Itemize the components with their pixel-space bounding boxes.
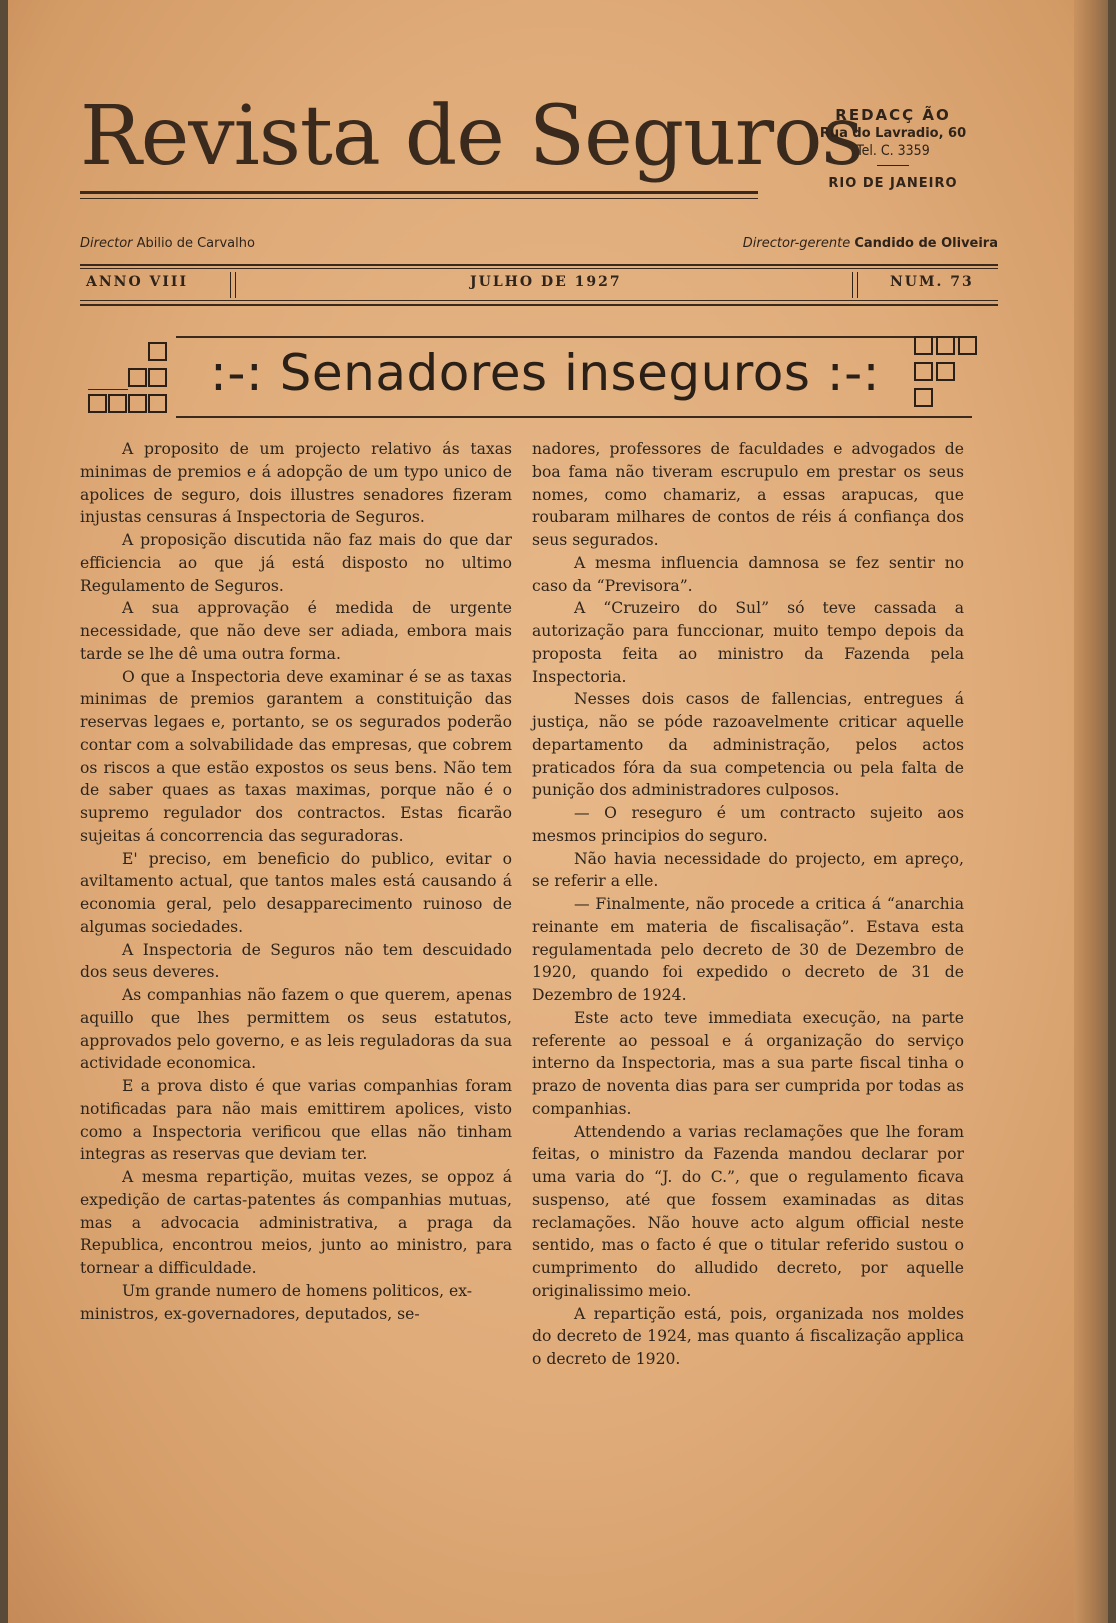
magazine-page	[8, 0, 1108, 1623]
editorial-office-city: RIO DE JANEIRO	[828, 176, 958, 191]
ornament-square	[958, 336, 977, 355]
article-paragraph: A proposição discutida não faz mais do que dar efficiencia ao que já está disposto no ultimo Regulamento de Seguros.	[80, 531, 512, 595]
editorial-office-divider	[877, 165, 909, 166]
issue-bar-top-rule-2	[80, 268, 998, 269]
issue-separator-right	[852, 272, 858, 298]
headline-rule-bottom	[176, 416, 972, 418]
article-paragraph: O que a Inspectoria deve examinar é se as taxas minimas de premios garantem a constituição das reservas legaes e, portanto, se os segurados poderão contar com a solvabilidade das empresas, que cobrem os riscos a que estão expostos os seus bens. Não tem de saber quaes as taxas maximas, porque não é o supremo regulador dos contractos. Estas ficarão sujeitas á concorrencia das seguradoras.	[80, 667, 512, 845]
article-column-right	[532, 438, 964, 1371]
article-paragraph: — Finalmente, não procede a critica á “anarchia reinante em materia de fiscalisação”. Estava esta regulamentada pelo decreto de 30 de Dezembro de 1920, quando foi expedido o decreto de 31 de Dezembro de 1924.	[532, 895, 964, 1004]
article-paragraph: Attendendo a varias reclamações que lhe foram feitas, o ministro da Fazenda mandou declarar por uma varia do “J. do C.”, que o regulamento ficava suspenso, até que fossem examinadas as ditas reclamações. Não houve acto algum official neste sentido, mas o facto é que o titular referido sustou o cumprimento do alludido decreto, por aquelle originalissimo meio.	[532, 1122, 964, 1300]
article-paragraph: E' preciso, em beneficio do publico, evitar o aviltamento actual, que tantos males está causando á economia geral, pelo desapparecimento ruinoso de algumas sociedades.	[80, 849, 512, 936]
article-paragraph: E a prova disto é que varias companhias foram notificadas para não mais emittirem apolices, visto como a Inspectoria verificou que ellas não tinham integras as reservas que deviam ter.	[80, 1077, 512, 1164]
issue-bar-bottom-rule-1	[80, 300, 998, 301]
ornament-square	[128, 368, 147, 387]
editorial-office-phone: Tel. C. 3359	[856, 143, 930, 159]
issue-bar-top-rule-1	[80, 264, 998, 266]
article-paragraph: A “Cruzeiro do Sul” só teve cassada a autorização para funccionar, muito tempo depois da proposta feita ao ministro da Fazenda pela Inspectoria.	[532, 599, 964, 686]
article-paragraph: Não havia necessidade do projecto, em apreço, se referir a elle.	[532, 849, 964, 891]
ornament-rule	[88, 389, 128, 390]
masthead-rule-thick	[80, 191, 758, 194]
article-paragraph: A proposito de um projecto relativo ás taxas minimas de premios e á adopção de um typo unico de apolices de seguro, dois illustres senadores fizeram injustas censuras á Inspectoria de Seguros.	[80, 440, 512, 527]
ornament-square	[148, 368, 167, 387]
article-paragraph: A mesma influencia damnosa se fez sentir no caso da “Previsora”.	[532, 553, 964, 595]
issue-separator-left	[230, 272, 236, 298]
editorial-office-address: Rua do Lavradio, 60	[819, 126, 967, 141]
article-paragraph: A Inspectoria de Seguros não tem descuidado dos seus deveres.	[80, 940, 512, 982]
issue-number: NUM. 73	[890, 274, 974, 290]
ornament-square	[88, 394, 107, 413]
editorial-office-block	[788, 106, 998, 191]
masthead-rule-thin	[80, 198, 758, 199]
directors-line	[80, 236, 998, 256]
article-headline: :-: Senadores inseguros :-:	[210, 344, 880, 402]
director-name: Abilio de Carvalho	[136, 236, 255, 251]
masthead-title: Revista de Seguros	[80, 89, 863, 184]
article-paragraph: Nesses dois casos de fallencias, entregues á justiça, não se póde razoavelmente criticar aquelle departamento da administração, pelos actos praticados fóra da sua competencia ou pela falta de punição dos administradores culposos.	[532, 690, 964, 800]
article-column-left	[80, 438, 512, 1325]
ornament-square	[128, 394, 147, 413]
article-paragraph: Um grande numero de homens politicos, ex-ministros, ex-governadores, deputados, se-	[80, 1281, 472, 1323]
issue-bar-bottom-rule-2	[80, 304, 998, 306]
article-paragraph: A sua approvação é medida de urgente necessidade, que não deve ser adiada, embora mais tarde se lhe dê uma outra forma.	[80, 599, 512, 663]
headline-rule-top	[176, 336, 972, 338]
article-paragraph: A repartição está, pois, organizada nos moldes do decreto de 1924, mas quanto á fiscalização applica o decreto de 1920.	[532, 1304, 964, 1368]
issue-bar	[80, 272, 998, 294]
ornament-square	[914, 362, 933, 381]
article-paragraph: — O reseguro é um contracto sujeito aos mesmos principios do seguro.	[532, 804, 964, 845]
issue-year: ANNO VIII	[86, 274, 189, 290]
ornament-square	[148, 342, 167, 361]
ornament-square	[936, 336, 955, 355]
article-paragraph: nadores, professores de faculdades e advogados de boa fama não tiveram escrupulo em prestar os seus nomes, como chamariz, a essas arapucas, que roubaram milhares de contos de réis á confiança dos seus segurados.	[532, 440, 964, 549]
article-paragraph: As companhias não fazem o que querem, apenas aquillo que lhes permittem os seus estatutos, approvados pelo governo, e as leis reguladoras da sua actividade economica.	[80, 986, 512, 1073]
ornament-square	[936, 362, 955, 381]
article-paragraph: Este acto teve immediata execução, na parte referente ao pessoal e á organização do serviço interno da Inspectoria, mas a sua parte fiscal tinha o prazo de noventa dias para ser cumprida por todas as companhias.	[532, 1008, 964, 1118]
manager-credit	[743, 236, 998, 251]
editorial-office-label: REDACÇ ÃO	[835, 106, 951, 124]
binding-spine	[1074, 0, 1108, 1623]
issue-date: JULHO DE 1927	[470, 274, 622, 290]
ornament-square	[914, 336, 933, 355]
manager-label: Director-gerente	[742, 236, 851, 251]
manager-name: Candido de Oliveira	[854, 236, 998, 251]
ornament-square	[148, 394, 167, 413]
ornament-square	[108, 394, 127, 413]
headline-box	[80, 330, 998, 422]
article-paragraph: A mesma repartição, muitas vezes, se oppoz á expedição de cartas-patentes ás companhias mutuas, mas a advocacia administrativa, a praga da Republica, encontrou meios, junto ao ministro, para tornear a difficuldade.	[80, 1168, 512, 1277]
director-label: Director	[80, 236, 133, 251]
ornament-square	[914, 388, 933, 407]
director-credit	[80, 236, 255, 251]
